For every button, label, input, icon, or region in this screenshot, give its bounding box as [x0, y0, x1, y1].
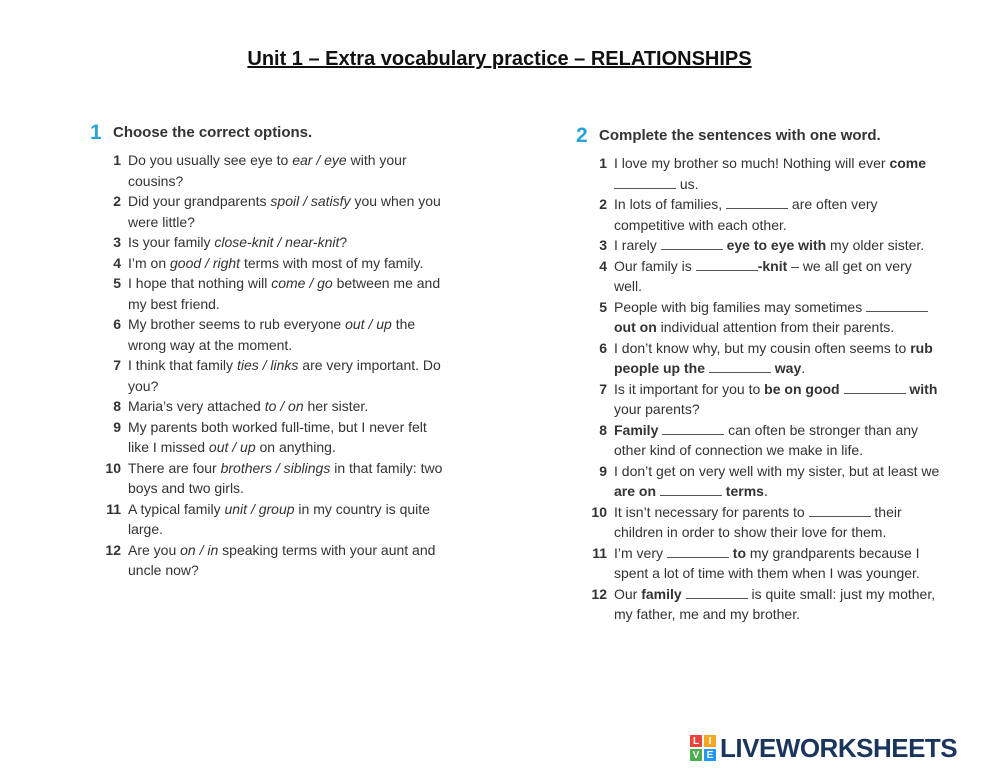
option-text[interactable]: ear / eye	[292, 152, 347, 168]
answer-blank[interactable]	[661, 235, 723, 250]
exercise-item	[90, 396, 450, 417]
key-phrase: Family	[614, 421, 659, 438]
item-text: my grandparents because I spent a lot of time with them when I was younger.	[614, 544, 920, 581]
exercise-number: 2	[576, 124, 588, 147]
logo-tile: E	[704, 749, 716, 761]
item-text: I think that family	[128, 357, 237, 373]
item-text: Is your family	[128, 234, 215, 250]
key-phrase: terms	[725, 483, 764, 499]
key-phrase: are on	[614, 483, 657, 499]
key-phrase: rub people up the	[614, 339, 933, 376]
item-number: 10	[591, 503, 607, 520]
exercise-item	[576, 502, 941, 543]
item-number: 7	[599, 380, 607, 397]
item-number: 9	[599, 462, 607, 479]
answer-blank[interactable]	[614, 174, 676, 189]
exercise-instruction: Complete the sentences with one word.	[599, 127, 881, 144]
item-text: my older sister.	[826, 237, 925, 253]
item-text: Our family is	[614, 257, 696, 274]
exercise-instruction: Choose the correct options.	[113, 124, 313, 141]
item-text: your parents?	[614, 401, 700, 417]
item-number: 6	[113, 316, 121, 332]
item-text: My parents both worked full-time, but I never felt like I missed	[128, 418, 427, 455]
item-text: People with big families may sometimes	[614, 298, 867, 315]
exercise-2-items	[576, 153, 941, 625]
item-number: 10	[105, 459, 121, 476]
item-number: 1	[599, 155, 607, 171]
item-number: 6	[599, 339, 607, 356]
item-text: I’m very	[614, 544, 667, 561]
item-text: Maria’s very attached	[128, 398, 265, 414]
exercise-item	[90, 232, 450, 253]
item-text: I’m on	[128, 254, 171, 271]
item-text: their children in order to show their love for them.	[614, 503, 902, 540]
exercise-item	[90, 150, 450, 191]
liveworksheets-logo	[690, 732, 957, 764]
exercise-item	[576, 420, 941, 461]
item-number: 12	[105, 541, 121, 558]
item-text: ?	[339, 234, 348, 250]
option-text[interactable]: ties / links	[236, 357, 299, 373]
item-text: There are four	[128, 459, 221, 476]
item-number: 2	[113, 193, 121, 209]
item-text: are often very competitive with each other.	[614, 196, 878, 233]
option-text[interactable]: on / in	[180, 541, 219, 558]
exercise-item	[90, 355, 450, 396]
answer-blank[interactable]	[686, 584, 748, 599]
item-text: Our	[614, 585, 642, 602]
option-text[interactable]: good / right	[170, 254, 241, 271]
item-text: in that family: two boys and two girls.	[128, 459, 443, 496]
exercise-item	[90, 253, 450, 274]
exercise-item	[90, 540, 450, 581]
item-text: speaking terms with your aunt and uncle now?	[128, 541, 436, 578]
option-text[interactable]: close-knit / near-knit	[214, 234, 340, 250]
item-text: on anything.	[255, 439, 336, 455]
option-text[interactable]: brothers / siblings	[220, 459, 331, 476]
logo-tiles-icon	[690, 735, 716, 761]
item-text: us.	[676, 175, 699, 192]
item-number: 1	[113, 152, 121, 168]
exercise-item	[576, 461, 941, 502]
exercise-item	[90, 417, 450, 458]
item-text: terms with most of my family.	[240, 254, 424, 271]
item-number: 11	[592, 544, 607, 561]
item-text: you when you were little?	[128, 193, 441, 230]
item-text: I love my brother so much! Nothing will ever	[614, 155, 890, 171]
page-title: Unit 1 – Extra vocabulary practice – RELATIONSHIPS	[247, 48, 752, 70]
item-text: can often be stronger than any other kind of connection we make in life.	[614, 421, 919, 458]
item-number: 8	[113, 398, 121, 414]
key-phrase: out on	[614, 319, 657, 335]
item-number: 4	[599, 257, 607, 274]
exercise-item	[576, 338, 941, 379]
exercise-2	[576, 124, 941, 625]
exercise-item	[90, 458, 450, 499]
answer-blank[interactable]	[662, 420, 724, 435]
item-number: 5	[113, 275, 121, 291]
exercise-item	[576, 584, 941, 625]
logo-text: LIVEWORKSHEETS	[720, 732, 958, 763]
exercise-item	[576, 256, 941, 297]
exercise-item	[90, 314, 450, 355]
exercise-item	[90, 499, 450, 540]
exercise-item	[576, 194, 941, 235]
item-text: I don’t know why, but my cousin often seems to	[614, 339, 911, 356]
answer-blank[interactable]	[660, 481, 722, 496]
answer-blank[interactable]	[809, 502, 871, 517]
exercise-item	[576, 235, 941, 256]
option-text[interactable]: out / up	[345, 316, 392, 332]
exercise-item	[576, 297, 941, 338]
exercise-item	[576, 379, 941, 420]
item-text: My brother seems to rub everyone	[128, 316, 346, 332]
key-phrase: way	[774, 360, 802, 376]
item-text: Is it important for you to	[614, 380, 765, 397]
answer-blank[interactable]	[726, 194, 788, 209]
option-text[interactable]: out / up	[208, 439, 256, 455]
item-number: 4	[113, 254, 121, 271]
item-text: .	[763, 483, 768, 499]
item-text: the wrong way at the moment.	[128, 316, 416, 353]
item-text: In lots of families,	[614, 196, 727, 212]
item-text: between me and my best friend.	[128, 275, 441, 312]
logo-tile: V	[690, 749, 702, 761]
item-number: 8	[599, 421, 607, 438]
item-text: are very important. Do you?	[128, 357, 441, 394]
item-text: Are you	[128, 541, 181, 558]
exercise-2-header	[576, 124, 941, 153]
logo-tile: L	[690, 735, 702, 747]
item-text: .	[801, 360, 806, 376]
item-number: 3	[113, 234, 121, 250]
exercise-item	[90, 191, 450, 232]
item-text: I rarely	[614, 237, 661, 253]
option-text[interactable]: to / on	[264, 398, 304, 414]
item-text: in my country is quite large.	[128, 500, 430, 537]
key-phrase: with	[909, 380, 938, 397]
item-number: 2	[599, 196, 607, 212]
exercise-number: 1	[90, 121, 102, 144]
item-text: her sister.	[303, 398, 369, 414]
item-text: I don’t get on very well with my sister, but at least we	[614, 462, 940, 479]
item-number: 3	[599, 237, 607, 253]
option-text[interactable]: spoil / satisfy	[270, 193, 351, 209]
item-text: is quite small: just my mother, my father, me and my brother.	[614, 585, 936, 622]
item-number: 12	[591, 585, 607, 602]
item-text: I hope that nothing will	[128, 275, 272, 291]
item-text: – we all get on very well.	[614, 257, 912, 294]
answer-blank[interactable]	[667, 543, 729, 558]
exercise-1-items	[90, 150, 450, 581]
item-number: 11	[106, 500, 121, 517]
key-phrase: eye to eye with	[726, 237, 827, 253]
item-text: Do you usually see eye to	[128, 152, 293, 168]
key-phrase: come	[889, 155, 927, 171]
key-phrase: -knit	[757, 257, 788, 274]
answer-blank[interactable]	[696, 256, 758, 271]
answer-blank[interactable]	[709, 358, 771, 373]
answer-blank[interactable]	[866, 297, 928, 312]
answer-blank[interactable]	[844, 379, 906, 394]
item-number: 9	[113, 418, 121, 435]
item-text: individual attention from their parents.	[656, 319, 895, 335]
exercise-item	[576, 543, 941, 584]
logo-tile: I	[704, 735, 716, 747]
exercise-item	[576, 153, 941, 194]
exercise-item	[90, 273, 450, 314]
item-number: 7	[113, 357, 121, 373]
item-text: It isn’t necessary for parents to	[614, 503, 809, 520]
exercise-1	[90, 121, 450, 581]
option-text[interactable]: unit / group	[224, 500, 295, 517]
exercise-1-header	[90, 121, 450, 150]
key-phrase: be on good	[764, 380, 840, 397]
key-phrase: to	[732, 544, 746, 561]
key-phrase: family	[641, 585, 682, 602]
item-number: 5	[599, 298, 607, 315]
option-text[interactable]: come / go	[271, 275, 333, 291]
item-text: A typical family	[128, 500, 225, 517]
item-text: Did your grandparents	[128, 193, 271, 209]
item-text: with your cousins?	[128, 152, 407, 189]
